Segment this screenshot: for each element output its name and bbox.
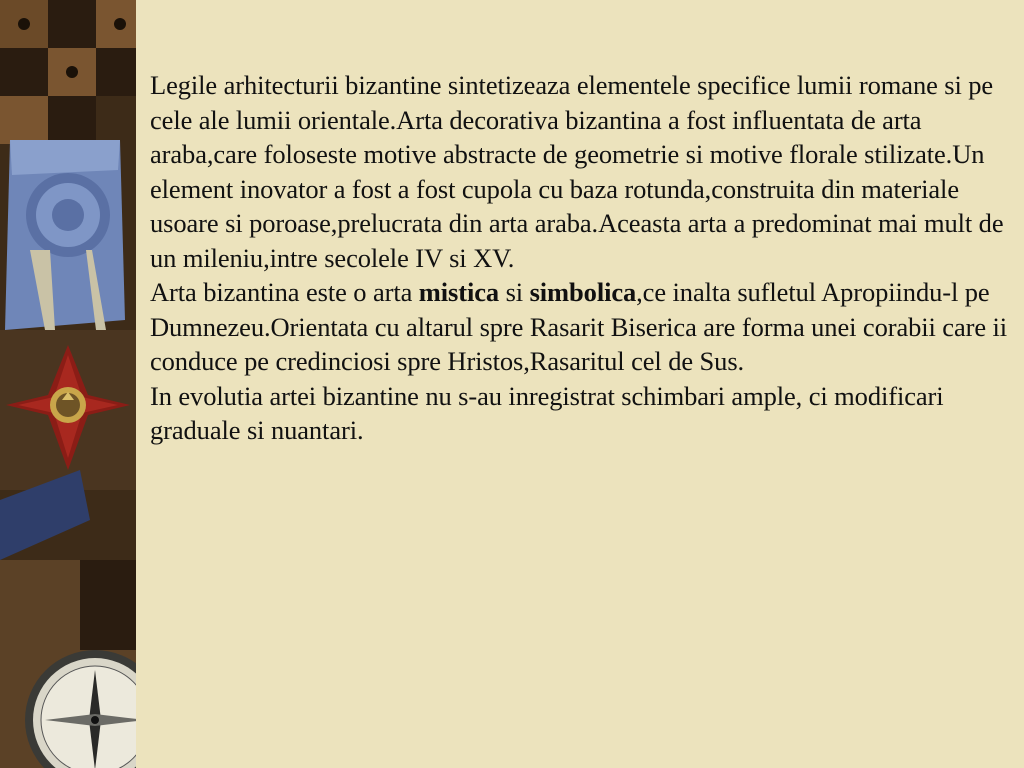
maltese-cross-medal: [0, 330, 136, 490]
paragraph-3: In evolutia artei bizantine nu s-au inregistrat schimbari ample, ci modificari graduale si nuantari.: [150, 380, 944, 445]
paragraph-2-mid: si: [499, 277, 530, 307]
paragraph-2: [150, 275, 1022, 379]
medal-ribbon: [5, 140, 125, 330]
medals-illustration: [0, 0, 136, 768]
paragraph-1: Legile arhitecturii bizantine sintetizeaza elementele specifice lumii romane si pe cele ale lumii orientale.Arta decorativa bizantina a fost influentata de arta araba,care foloseste motive abstracte de geometrie si motive florale stilizate.Un element inovator a fost a fost cupola cu baza rotunda,construita din materiale usoare si poroase,prelucrata din arta araba.Aceasta arta a predominat mai mult de un mileniu,intre secolele IV si XV.: [150, 70, 1004, 273]
bold-term-simbolica: simbolica: [529, 277, 637, 307]
bold-term-mistica: mistica: [418, 277, 500, 307]
slide-body: [150, 68, 1022, 448]
decorative-side-image: [0, 0, 136, 768]
paragraph-2-suffix: ,ce inalta sufletul Apropiindu-l pe Dumnezeu.Orientata cu altarul spre Rasarit Biserica are forma unei corabii care ii conduce pe credinciosi spre Hristos,Rasaritul cel de Sus.: [150, 277, 1008, 376]
paragraph-2-prefix: Arta bizantina este o arta: [150, 277, 419, 307]
